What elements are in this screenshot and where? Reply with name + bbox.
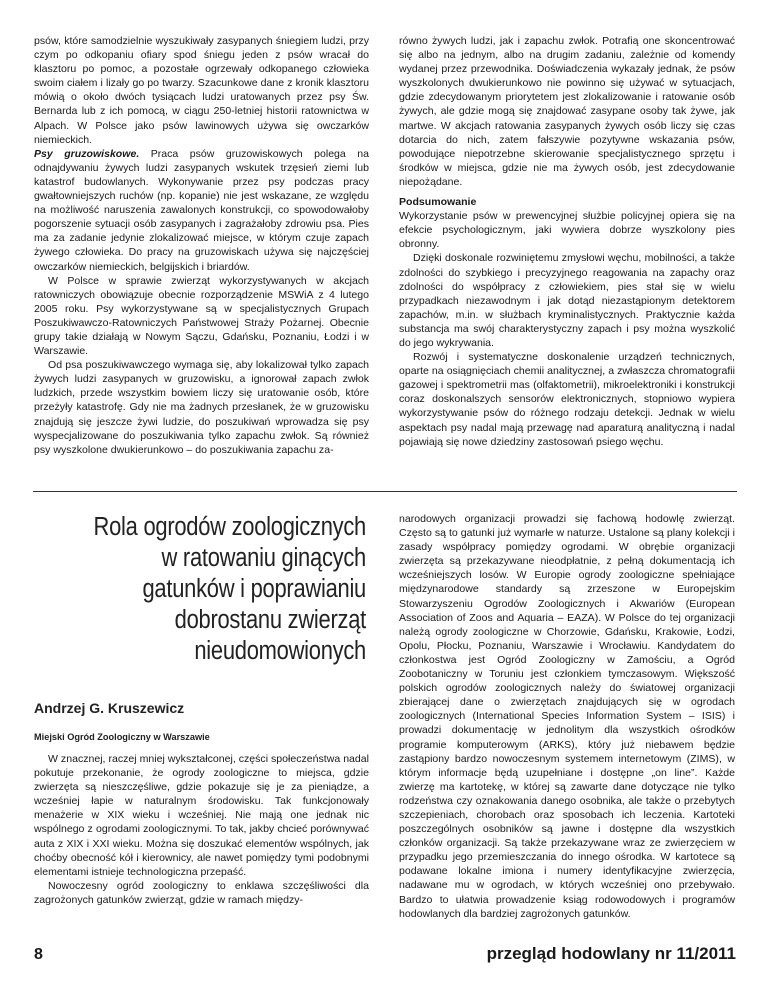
paragraph: Wykorzystanie psów w prewencyjnej służbie policyjnej opiera się na efekcie psychologicznym, jaki wywiera dobrze wyszkolony pies obronny.: [399, 210, 735, 251]
paragraph: W Polsce w sprawie zwierząt wykorzystywanych w akcjach ratowniczych obowiązuje obecnie rozporządzenie MSWiA z 4 lutego 2005 roku. Psy wykorzystywane są w specjalistycznych Grupach Poszukiwawczo-Ratowniczych Państwowej Straży Pożarnej. Obecnie grupy takie działają w Nowym Sączu, Gdańsku, Poznaniu, Łodzi i w Warszawie.: [34, 274, 369, 358]
section-divider: [33, 491, 737, 492]
top-right-column: [399, 34, 735, 449]
article-title: [80, 512, 366, 667]
paragraph: Od psa poszukiwawczego wymaga się, aby lokalizował tylko zapach żywych ludzi zasypanych w gruzowisku, a ignorował zapach zwłok ludzkich, przede wszystkim bowiem liczy się uratowanie osób, które przeżyły katastrofę. Gdy nie ma żadnych przesłanek, że w gruzowisku znajdują się jeszcze żywi ludzie, do poszukiwań wprowadza się psy wyspecjalizowane do poszukiwania tylko zapachu zwłok. Są również psy wyszkolone dwukierunkowo – do poszukiwania zapachu za-: [34, 359, 369, 456]
paragraph: narodowych organizacji prowadzi się fachową hodowlę zwierząt. Często są to gatunki już wymarłe w naturze. Ustalone są plany kolekcji i zasady współpracy pomiędzy ogrodami. W obrębie organizacji zwierzęta są przekazywane nieodpłatnie, z pełną dokumentacją ich wcześniejszych losów. W Europie ogrody zoologiczne spełniające międzynarodowe standardy są zrzeszone w Europejskim Stowarzyszeniu Ogrodów Zoologicznych i Akwariów (European Association of Zoos and Aquaria – EAZA). W Polsce do tej organizacji należą ogrody zoologiczne w Chorzowie, Gdańsku, Krakowie, Łodzi, Opolu, Płocku, Poznaniu, Warszawie i Wrocławiu. Kandydatem do członkostwa jest Ogród Zoologiczny w Zamościu, a Ogród Zoobotaniczny w Toruniu jest członkiem tymczasowym. Większość polskich ogrodów zoologicznych należy do światowej organizacji zbierającej dane o zwierzętach znajdujących się w ogrodach zoologicznych (International Species Information System – ISIS) i prowadzi dokumentację w jednolitym dla wszystkich ośrodków programie komputerowym (ARKS), który już niebawem będzie zastąpiony bardzo nowoczesnym systemem internetowym (ZIMS), w którym informacje będą uzupełniane i dostępne „on line”. Każde zwierzę ma kartotekę, w której są zawarte dane dotyczące nie tylko rodzeństwa czy oznakowania danego osobnika, ale także o przebytych szczepieniach, chorobach oraz sposobach ich leczenia. Kartoteki poszczególnych osobników są jawne i dostępne dla wszystkich członków organizacji. Są także przekazywane wraz ze zwierzęciem w przypadku jego przemieszczania do innego ośrodka. W kartotece są podawane lokalne imiona i numery identyfikacyjne zwierzęcia, nadawane mu w ogrodach, w których wcześniej ono przebywało. Bardzo to ułatwia prowadzenie ksiąg rodowodowych i programów hodowlanych dla bardziej zagrożonych gatunków.: [399, 513, 735, 920]
title-line: w ratowaniu ginących: [161, 544, 366, 572]
paragraph-text: Praca psów gruzowiskowych polega na odnajdywaniu żywych ludzi zasypanych wskutek trzęsień ziemi lub katastrof budowlanych. Wykonywanie przez psy podczas pracy gwałtowniejszych ruchów (np. kopanie) nie jest wskazane, ze względu na możliwość naruszenia zawalonych konstrukcji, co spowodowałoby pogorszenie sytuacji osób zasypanych i zagrażałoby zdrowiu psa. Pies ma za zadanie jedynie zlokalizować miejsce, w którym czuje zapach żywego człowieka. Do pracy na gruzowiskach używa się najczęściej owczarków niemieckich, belgijskich i briardów.: [34, 147, 369, 273]
article-right-column: [399, 512, 735, 921]
journal-name: przegląd hodowlany nr 11/2011: [486, 944, 736, 963]
page-number: 8: [34, 946, 43, 963]
title-line: Rola ogrodów zoologicznych: [93, 513, 366, 541]
paragraph: Rozwój i systematyczne doskonalenie urządzeń technicznych, oparte na osiągnięciach chemii analitycznej, a zwłaszcza chromatografii gazowej i spektrometrii mas (olfaktometrii), mikroelektroniki i konstrukcji coraz doskonalszych sensorów elektronicznych, stopniowo wypiera wykorzystywanie psów do różnego rodzaju detekcji. Jednak w wielu aspektach psy nadal mają przewagę nad aparaturą analityczną i nadal pojawiają się nowe dziedziny zastosowań psiego węchu.: [399, 351, 735, 448]
title-line: nieudomowionych: [194, 637, 366, 665]
paragraph: psów, które samodzielnie wyszukiwały zasypanych śniegiem ludzi, przy czym po odkopaniu ofiary spod śniegu jeden z psów wracał do klasztoru po pomoc, a pozostałe ogrzewały odkopanego człowieka swoim ciałem i lizały go po twarzy. Szacunkowe dane z kronik klasztoru mówią o około dwóch tysiącach ludzi uratowanych przez psy Św. Bernarda lub z ich pomocą, w ciągu 250-letniej historii ratownictwa w Alpach. W Polsce jako psów lawinowych używa się owczarków niemieckich.: [34, 35, 369, 146]
paragraph: [34, 147, 369, 274]
paragraph: Dzięki doskonale rozwiniętemu zmysłowi węchu, mobilności, a także zdolności do szybkiego i precyzyjnego reagowania na zapachy oraz zdolności do współpracy z człowiekiem, pies stał się w wielu przypadkach niezawodnym i jak dotąd niezastąpionym detektorem zapachów, m.in. w służbach kryminalistycznych. Praktycznie każda substancja ma swój charakterystyczny zapach i psy można wyszkolić do jego wykrywania.: [399, 252, 735, 349]
title-line: dobrostanu zwierząt: [174, 606, 366, 634]
section-label: Psy gruzowiskowe.: [34, 147, 140, 160]
section-heading: Podsumowanie: [399, 196, 477, 209]
author-affiliation: Miejski Ogród Zoologiczny w Warszawie: [34, 732, 210, 742]
paragraph: równo żywych ludzi, jak i zapachu zwłok. Potrafią one skoncentrować się albo na jednym, albo na drugim zadaniu, zależnie od komendy wydanej przez przewodnika. Doświadczenia wykazały jednak, że psów wyszkolonych dwukierunkowo nie powinno się używać w sytuacjach, gdzie zdecydowanym priorytetem jest zlokalizowanie i ratowanie osób żywych, ale gdzie mogą się znajdować zasypane osoby tak żywe, jak martwe. W akcjach ratowania zasypanych żywych osób liczy się czas dotarcia do nich, zatem fałszywie pozytywne wskazania psów, powodujące niepotrzebne skierowanie specjalistycznego sprzętu i środków w miejsca, gdzie nie ma żywych osób, jest zdecydowanie niepożądane.: [399, 35, 735, 188]
article-left-column: [34, 752, 369, 907]
paragraph: Nowoczesny ogród zoologiczny to enklawa szczęśliwości dla zagrożonych gatunków zwierząt, gdzie w ramach między-: [34, 879, 369, 906]
top-left-column: [34, 34, 369, 457]
paragraph: W znacznej, raczej mniej wykształconej, części społeczeństwa nadal pokutuje przekonanie, że ogrody zoologiczne to miejsca, gdzie zwierzęta są nieszczęśliwe, gdzie pokazuje się je za pieniądze, a wcześniej łapie w naturalnym środowisku. Tak funkcjonowały menażerie w XIX wieku i wcześniej. Nie mają one jednak nic wspólnego z ogrodami zoologicznymi. To tak, jakby chcieć porównywać auta z XIX i XXI wieku. Można się doszukać elementów wspólnych, jak choćby obecność kół i kierownicy, ale nawet pomiędzy tymi podobnymi elementami istnieje technologiczna przepaść.: [34, 753, 369, 878]
article-author: Andrzej G. Kruszewicz: [34, 700, 185, 716]
title-line: gatunków i poprawianiu: [142, 575, 366, 603]
